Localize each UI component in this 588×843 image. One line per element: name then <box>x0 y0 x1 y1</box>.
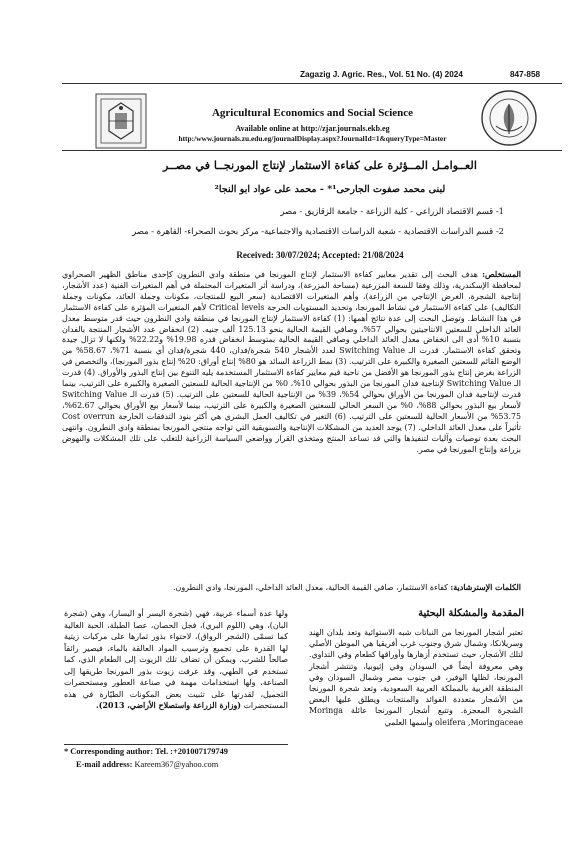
affiliation-2: 2- قسم الدراسات الاقتصادية - شعبة الدراسات الاقتصادية والاجتماعية- مركز بحوث الصحراء- القاهرة - مصر <box>132 226 504 236</box>
journal-url: http:/www.journals.zu.edu.eg/journalDisplay.aspx?JournalId=1&queryType=Master <box>178 134 447 143</box>
header-bottom-rule <box>62 150 562 151</box>
availability-line: Available online at http://zjar.journals.ekb.eg <box>235 124 390 133</box>
keywords <box>62 583 521 592</box>
affiliation-1: 1- قسم الاقتصاد الزراعي - كلية الزراعة - جامعة الزقازيق - مصر <box>280 206 504 216</box>
article-title: العــوامـل المــؤثرة على كفاءة الاستثمار لإنتاج المورنجــا في مصــر <box>163 158 477 172</box>
journal-reference: Zagazig J. Agric. Res., Vol. 51 No. (4) 2024 <box>300 70 463 79</box>
intro-citation: (وزارة الزراعة واستصلاح الأراضي، 2013). <box>96 701 241 710</box>
corresponding-author: * Corresponding author: Tel. :+201007179749 <box>64 747 228 756</box>
university-logo-icon <box>95 93 147 149</box>
intro-right-column: تعتبر أشجار المورنجا من النباتات شبه الاستوائية وتعد بلدان الهند وسريلانكا، وشمال شرق وجنوب غرب أفريقيا هي الموطن الأصلي لتلك الأشجار، حيث تستخدم أزهارها وأوراقها كطعام وفي التداوي. وهي معروفة أيضاً في السودان وفي إثيوبيا، وتنتشر أشجار المورنجا، لظلها الوفير، في جنوب مصر وشمال السودان وفي المنطقة الغربية بالمملكة العربية السعودية، وتعد شجرة المورنجا من الأشجار متعددة الفوائد والمنتجات ويطلق عليها البعض الشجرة المعجزة. وتتبع أشجار المورنجا عائلة Moringa oleifera ,Moringaceae وأسمها العلمي <box>309 628 523 727</box>
abstract <box>62 270 521 455</box>
keywords-text: كفاءة الاستثمار، صافي القيمة الحالية، معدل العائد الداخلي، المورنجا، وادي النطرون. <box>173 583 448 592</box>
footnote-rule <box>64 744 288 745</box>
section-title-introduction: المقدمة والمشكلة البحثية <box>418 608 524 619</box>
journal-name: Agricultural Economics and Social Science <box>211 107 414 119</box>
email-label: E-mail address: <box>76 760 133 769</box>
article-authors: لبنى محمد صفوت الجارحى¹* - محمد على عواد ابو النجا² <box>214 184 446 195</box>
abstract-label: المستخلص: <box>482 270 521 279</box>
faculty-logo-icon <box>480 88 538 152</box>
email-line <box>76 760 218 769</box>
keywords-label: الكلمات الإسترشادية: <box>450 583 521 592</box>
journal-header <box>150 106 475 144</box>
page-range: 847-858 <box>510 70 541 79</box>
abstract-text: هدف البحث إلى تقدير معايير كفاءة الاستثمار لإنتاج المورنجا في منطقة وادي النطرون كإحدى مناطق الظهير الصحراوي لمحافظة الإسكندرية، وذلك وفقا للسعة المزرعية (مساحة المزرعة)، ودراسة أثر المتغيرات المحتملة في أهم المتغيرات الفنية (عدد الأشجار، إنتاجية الشجرة، الغرض الإنتاجي من الزراعة)، وأهم المتغيرات الاقتصادية (سعر البيع للمنتجات، مكونات وجملة العائد، مكونات وجملة التكاليف) على كفاءة الاستثمار في نشاط المورنجا، وتحديد المستويات الحرجة Critical levels لأهم المتغيرات المؤثرة على كفاءة الاستثمار في هذا النشاط. وتوصل البحث إلى عدة نتائج أهمها: (1) كفاءة الاستثمار لإنتاج المورنجا في منطقة وادي النطرون حيث قدر متوسط معدل العائد الداخلي للسعتين الانتاجيتين بحوالي 57%، وصافي القيمة الحالية بنحو 125.13 ألف جنيه. (2) انخفاض عدد الأشجار المنتجة بالفدان بنسبة 10% أدى الى انخفاض معدل العائد الداخلي وصافي القيمة الحالية بمتوسط انخفاض قدره 19.98% و22.22% ولكنها لا تزال جيدة وتحقق كفاءة الاستثمار. قدرت الـ Switching Value لعدد الأشجار 540 شجرة/فدان، 440 شجرة/فدان أي بنسبة 71%، 58.67% من الوضع القائم للسعتين الصغيرة والكبيرة على الترتيب. (3) نمط الزراعة السائد هو 80% إنتاج أوراق: 20% إنتاج بذور المورنجا)، والتخصص في الزراعة بغرض إنتاج بذور المورنجا هو الأفضل من ناحية قيم معايير كفاءة الاستثمار المستخدمة يليه التنوع بين إنتاج البذور والأوراق. (4) قدرت الـ Switching Value لإنتاجية فدان المورنجا من البذور بحوالي 10%، 0% من الإنتاجية الحالية للسعتين الصغيرة والكبيرة على الترتيب، بينما قدرت لإنتاجية فدان المورنجا من الأوراق بحوالي 54%، 39% من الإنتاجية الحالية للسعتين على الترتيب. (5) قدرت الـ Switching Value لأسعار بيع البذور بحوالي 88%، 0% من السعر الحالي للسعتين الصغيرة والكبيرة على الترتيب، بينما لأسعار بيع الأوراق بحوالي 62.67%، 53.75% من الأسعار الحالية للسعتين على الترتيب. (6) التغير في تكاليف العمل البشري هي أكثر بنود التدفقات الخارجة Cost overrun تأثيراً على معدل العائد الداخلي. (7) يوجد العديد من المشكلات الإنتاجية والتسويقية التي تواجه منتجي المورنجا بمنطقة وادي النطرون. وانتهى البحث بعدة توصيات وآليات لتنفيذها والتي قد تساعد المنتج ومتخذي القرار وواضعي السياسة الزراعية للتغلب على تلك المشكلات والنهوض بزراعة وإنتاج المورنجا في مصر. <box>62 270 522 454</box>
email-address[interactable]: Kareem367@yahoo.com <box>134 760 219 769</box>
intro-left-text: ولها عدة أسماء عربية، فهي (شجرة اليسر أو اليسار)، وهي (شجرة البان)، وهي (اللوم البري)، فجل الحصان، عصا الطبلة، الحبة الغالية كما تسمّى (الشجر الرواق)، لاحتواء بذور ثمارها على مركبات زيتية لها القدرة على تجميع وترسيب المواد العالقة بالماء، فيصير رائقاً صالحاً للشرب. ويمكن أن تضاف تلك الزيوت إلى الطعام الذي، كما تستخدم في الطهي، وقد عرفت زيوت بذور المورنجا طريقها إلى الصناعة، ولها استخدامات مهمة في صناعة العطور ومستحضرات التجميل، لقدرتها على تثبيت بعض المكونات الطيّارة في هذه المستحضرات <box>64 609 288 710</box>
received-accepted-dates: Received: 30/07/2024; Accepted: 21/08/2024 <box>236 250 404 260</box>
intro-left-column <box>64 608 288 712</box>
header-top-rule <box>62 83 562 84</box>
